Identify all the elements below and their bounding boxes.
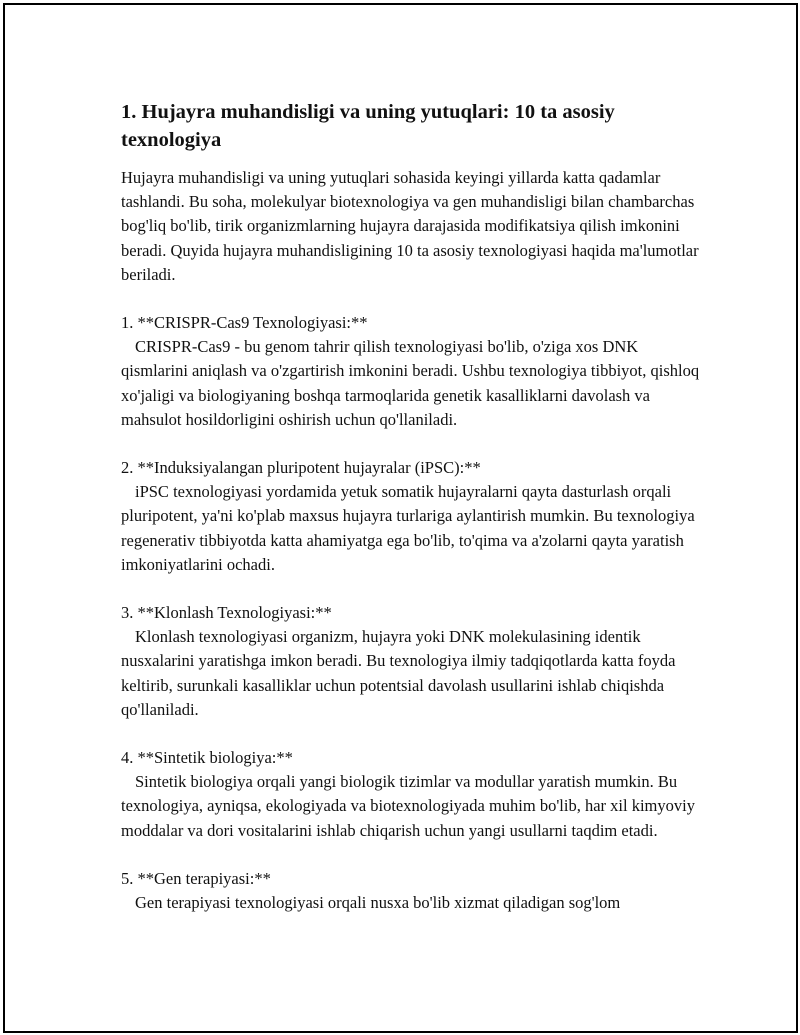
section-synthetic-biology bbox=[121, 746, 701, 843]
section-body: Gen terapiyasi texnologiyasi orqali nusxa bo'lib xizmat qiladigan sog'lom bbox=[135, 893, 621, 913]
document-title: 1. Hujayra muhandisligi va uning yutuqlari: 10 ta asosiy texnologiya bbox=[121, 101, 615, 151]
section-gene-therapy bbox=[121, 867, 701, 915]
intro-paragraph: Hujayra muhandisligi va uning yutuqlari sohasida keyingi yillarda katta qadamlar tashlandi. Bu soha, molekulyar biotexnologiya va gen muhandisligi bilan chambarchas bog'liq bo'lib, tirik organizmlarning hujayra darajasida modifikatsiya qilish imkonini beradi. Quyida hujayra muhandisligining 10 ta asosiy texnologiyasi haqida ma'lumotlar beriladi. bbox=[121, 168, 703, 284]
section-ipsc bbox=[121, 456, 701, 577]
section-heading: 3. **Klonlash Texnologiyasi:** bbox=[121, 603, 332, 623]
section-body: Klonlash texnologiyasi organizm, hujayra yoki DNK molekulasining identik nusxalarini yaratishga imkon beradi. Bu texnologiya ilmiy tadqiqotlarda katta foyda keltirib, surunkali kasalliklar uchun potentsial davolash usullarini ishlab chiqishda qo'llaniladi. bbox=[121, 627, 676, 719]
section-heading: 4. **Sintetik biologiya:** bbox=[121, 748, 293, 768]
document-body bbox=[121, 98, 701, 939]
section-heading: 5. **Gen terapiyasi:** bbox=[121, 868, 271, 888]
section-crispr bbox=[121, 311, 701, 432]
section-body: Sintetik biologiya orqali yangi biologik tizimlar va modullar yaratish mumkin. Bu texnologiya, ayniqsa, ekologiyada va biotexnologiyada muhim bo'lib, har xil kimyoviy moddalar va dori vositalarini ishlab chiqarish uchun yangi usullarni taqdim etadi. bbox=[121, 772, 695, 840]
section-body: CRISPR-Cas9 - bu genom tahrir qilish texnologiyasi bo'lib, o'ziga xos DNK qismlarini aniqlash va o'zgartirish imkonini beradi. Ushbu texnologiya tibbiyot, qishloq xo'jaligi va biologiyaning boshqa tarmoqlarida genetik kasalliklarni davolash va mahsulot hosildorligini oshirish uchun qo'llaniladi. bbox=[121, 337, 700, 429]
section-heading: 1. **CRISPR-Cas9 Texnologiyasi:** bbox=[121, 313, 368, 333]
section-heading: 2. **Induksiyalangan pluripotent hujayralar (iPSC):** bbox=[121, 458, 481, 478]
page-frame bbox=[3, 3, 798, 1033]
section-body: iPSC texnologiyasi yordamida yetuk somatik hujayralarni qayta dasturlash orqali pluripotent, ya'ni ko'plab maxsus hujayra turlariga aylantirish mumkin. Bu texnologiya regenerativ tibbiyotda katta ahamiyatga ega bo'lib, to'qima va a'zolarni qayta yaratish imkoniyatlarini ochadi. bbox=[121, 482, 695, 574]
section-cloning bbox=[121, 601, 701, 722]
